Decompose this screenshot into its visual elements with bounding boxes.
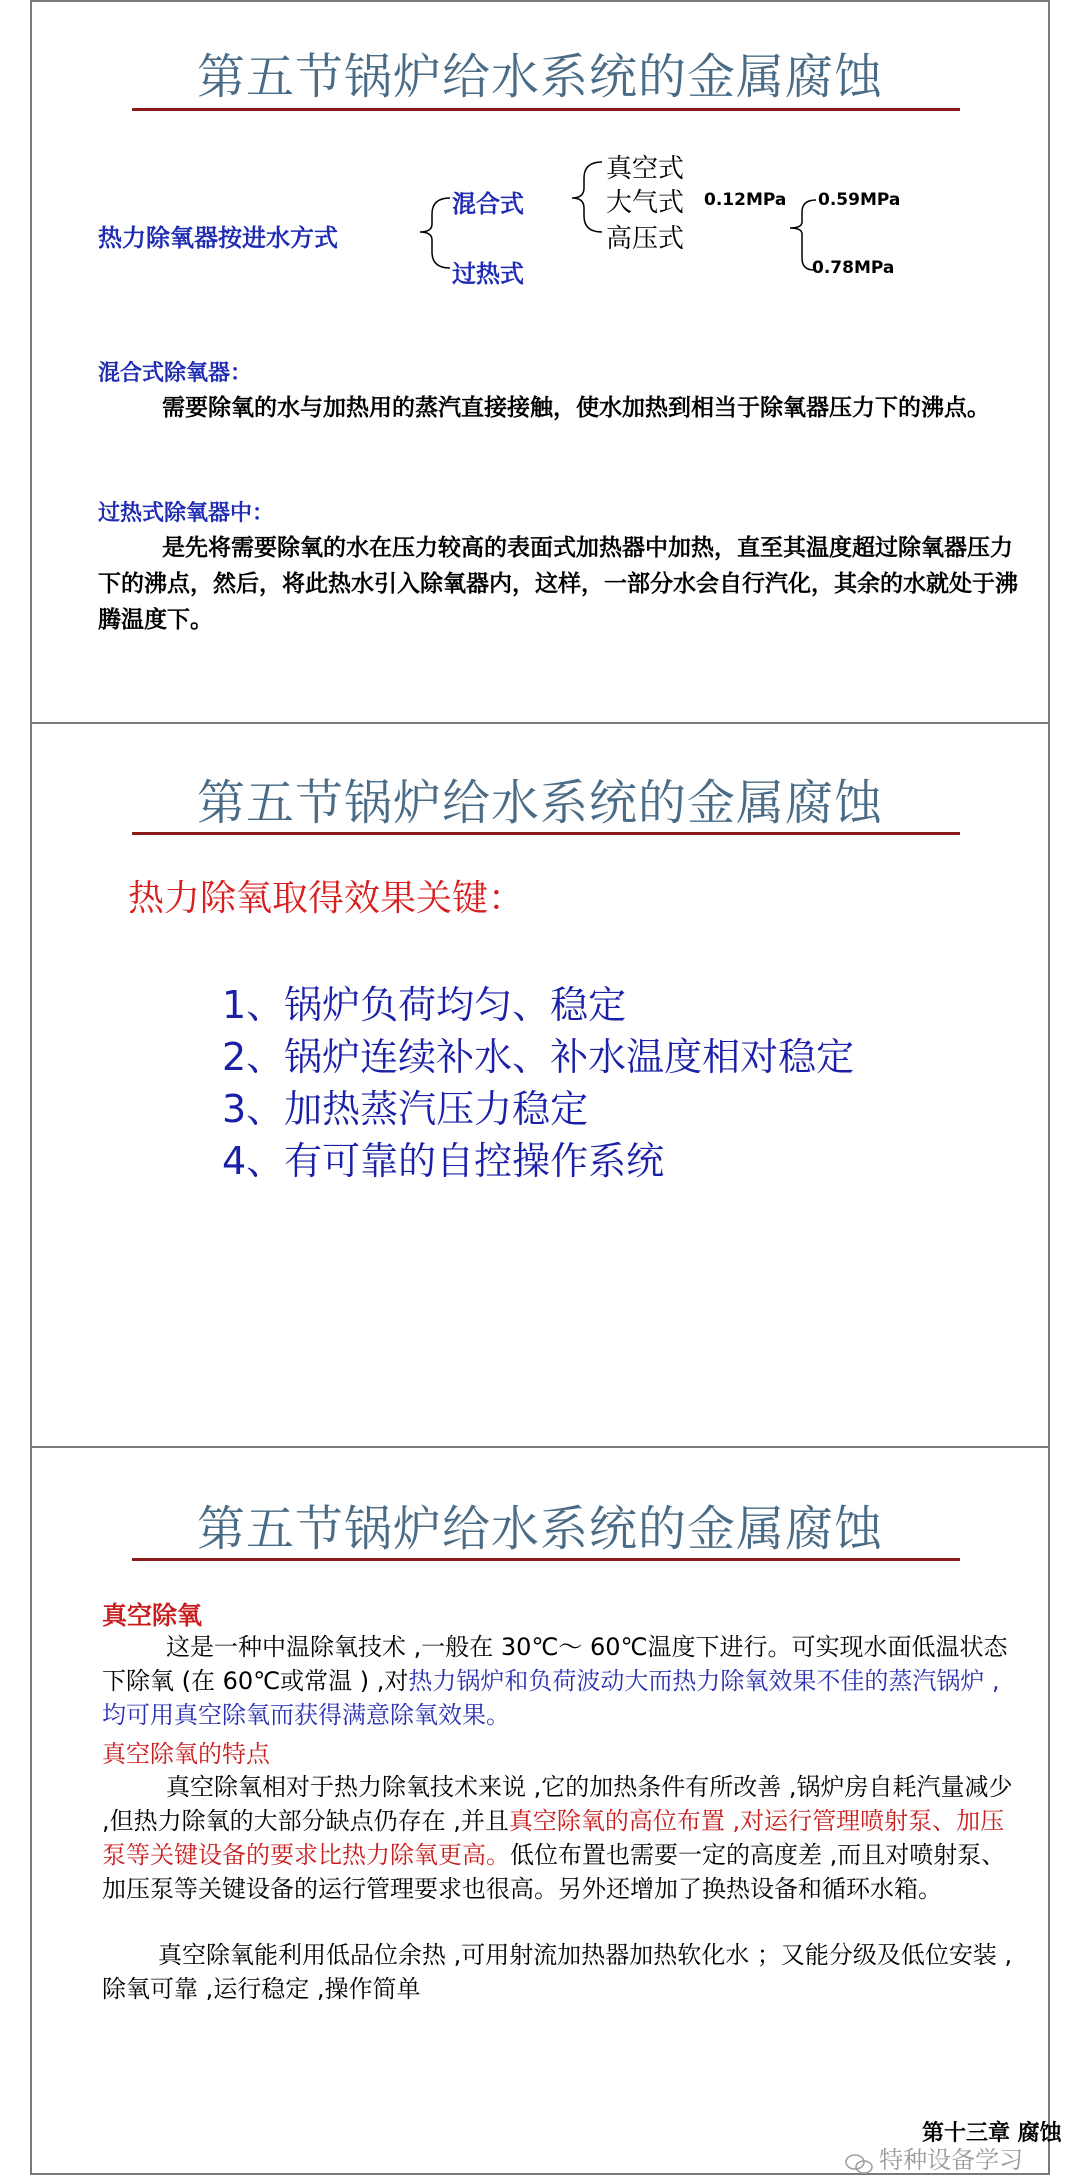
key-item-3: 3、加热蒸汽压力稳定 [222, 1087, 589, 1131]
slide-2-title: 第五节锅炉给水系统的金属腐蚀 [196, 775, 883, 831]
p2-black-a: 真空除氧相对于热力除氧技术来说 ,它的加热条件有所改善 ,锅炉房自耗汽量减少 ,但热力除氧的大部分缺点仍存在 ,并且 [102, 1773, 1013, 1835]
bracket-mix [572, 162, 602, 232]
p3-text: 真空除氧能利用低品位余热 ,可用射流加热器加热软化水 ；又能分级及低位安装 ,除氧可靠 ,运行稳定 ,操作简单 [102, 1941, 1013, 2003]
key-item-1: 1、锅炉负荷均匀、稳定 [222, 983, 627, 1027]
p2-red: 真空除氧的高位布置 ,对运行管理喷射泵、加压泵等关键设备的要求比热力除氧更高。 [102, 1807, 1005, 1869]
key-item-2: 2、锅炉连续补水、补水温度相对稳定 [222, 1035, 855, 1079]
title-rule [132, 832, 960, 835]
chapter-footer: 第十三章 腐蚀 [922, 2121, 1062, 2146]
vacuum-paragraph-2 [102, 1770, 1014, 1906]
over-heading: 过热式除氧器中： [98, 501, 275, 526]
slide-1-title: 第五节锅炉给水系统的金属腐蚀 [196, 49, 883, 105]
key-item-4: 4、有可靠的自控操作系统 [222, 1139, 665, 1183]
slide-1 [30, 0, 1050, 724]
pressure-012: 0.12MPa [704, 190, 787, 210]
watermark-text: 特种设备学习 [879, 2146, 1024, 2174]
title-rule [132, 1558, 960, 1561]
vacuum-heading: 真空除氧 [102, 1601, 203, 1630]
pressure-059: 0.59MPa [818, 190, 901, 210]
tree-mix-label: 混合式 [452, 190, 524, 218]
vacuum-paragraph-1 [102, 1630, 1014, 1732]
vacuum-sub-heading: 真空除氧的特点 [102, 1740, 270, 1768]
wechat-icon [844, 2152, 874, 2176]
tree-vacuum-label: 真空式 [606, 154, 685, 184]
bracket-root [420, 198, 450, 268]
mix-heading: 混合式除氧器： [98, 361, 253, 386]
pressure-078: 0.78MPa [812, 258, 895, 278]
tree-high-label: 高压式 [606, 224, 685, 254]
tree-brackets [32, 2, 1048, 322]
key-heading: 热力除氧取得效果关键： [128, 878, 525, 919]
tree-over-label: 过热式 [452, 260, 524, 288]
p1-black: 这是一种中温除氧技术 ,一般在 30℃～ 60℃温度下进行。可实现水面低温状态下除氧 (在 60℃或常温 ) ,对 [102, 1633, 1008, 1695]
slide-2 [30, 722, 1050, 1448]
vacuum-paragraph-3 [102, 1938, 1014, 2006]
mix-text: 需要除氧的水与加热用的蒸汽直接接触，使水加热到相当于除氧器压力下的沸点。 [162, 395, 990, 421]
p2-black-b: 低位布置也需要一定的高度差 ,而且对喷射泵、加压泵等关键设备的运行管理要求也很高。另外还增加了换热设备和循环水箱。 [102, 1841, 1006, 1903]
over-text: 是先将需要除氧的水在压力较高的表面式加热器中加热，直至其温度超过除氧器压力下的沸点，然后，将此热水引入除氧器内，这样，一部分水会自行汽化，其余的水就处于沸腾温度下。 [98, 535, 1018, 633]
tree-atmos-label: 大气式 [606, 188, 685, 218]
watermark [844, 2140, 1023, 2176]
slide-3 [30, 1446, 1062, 2175]
tree-root-label: 热力除氧器按进水方式 [98, 224, 338, 252]
slide-3-title: 第五节锅炉给水系统的金属腐蚀 [196, 1501, 883, 1557]
bracket-pressure [790, 200, 816, 270]
p1-blue: 热力锅炉和负荷波动大而热力除氧效果不佳的蒸汽锅炉 ,均可用真空除氧而获得满意除氧效果。 [102, 1667, 1000, 1729]
